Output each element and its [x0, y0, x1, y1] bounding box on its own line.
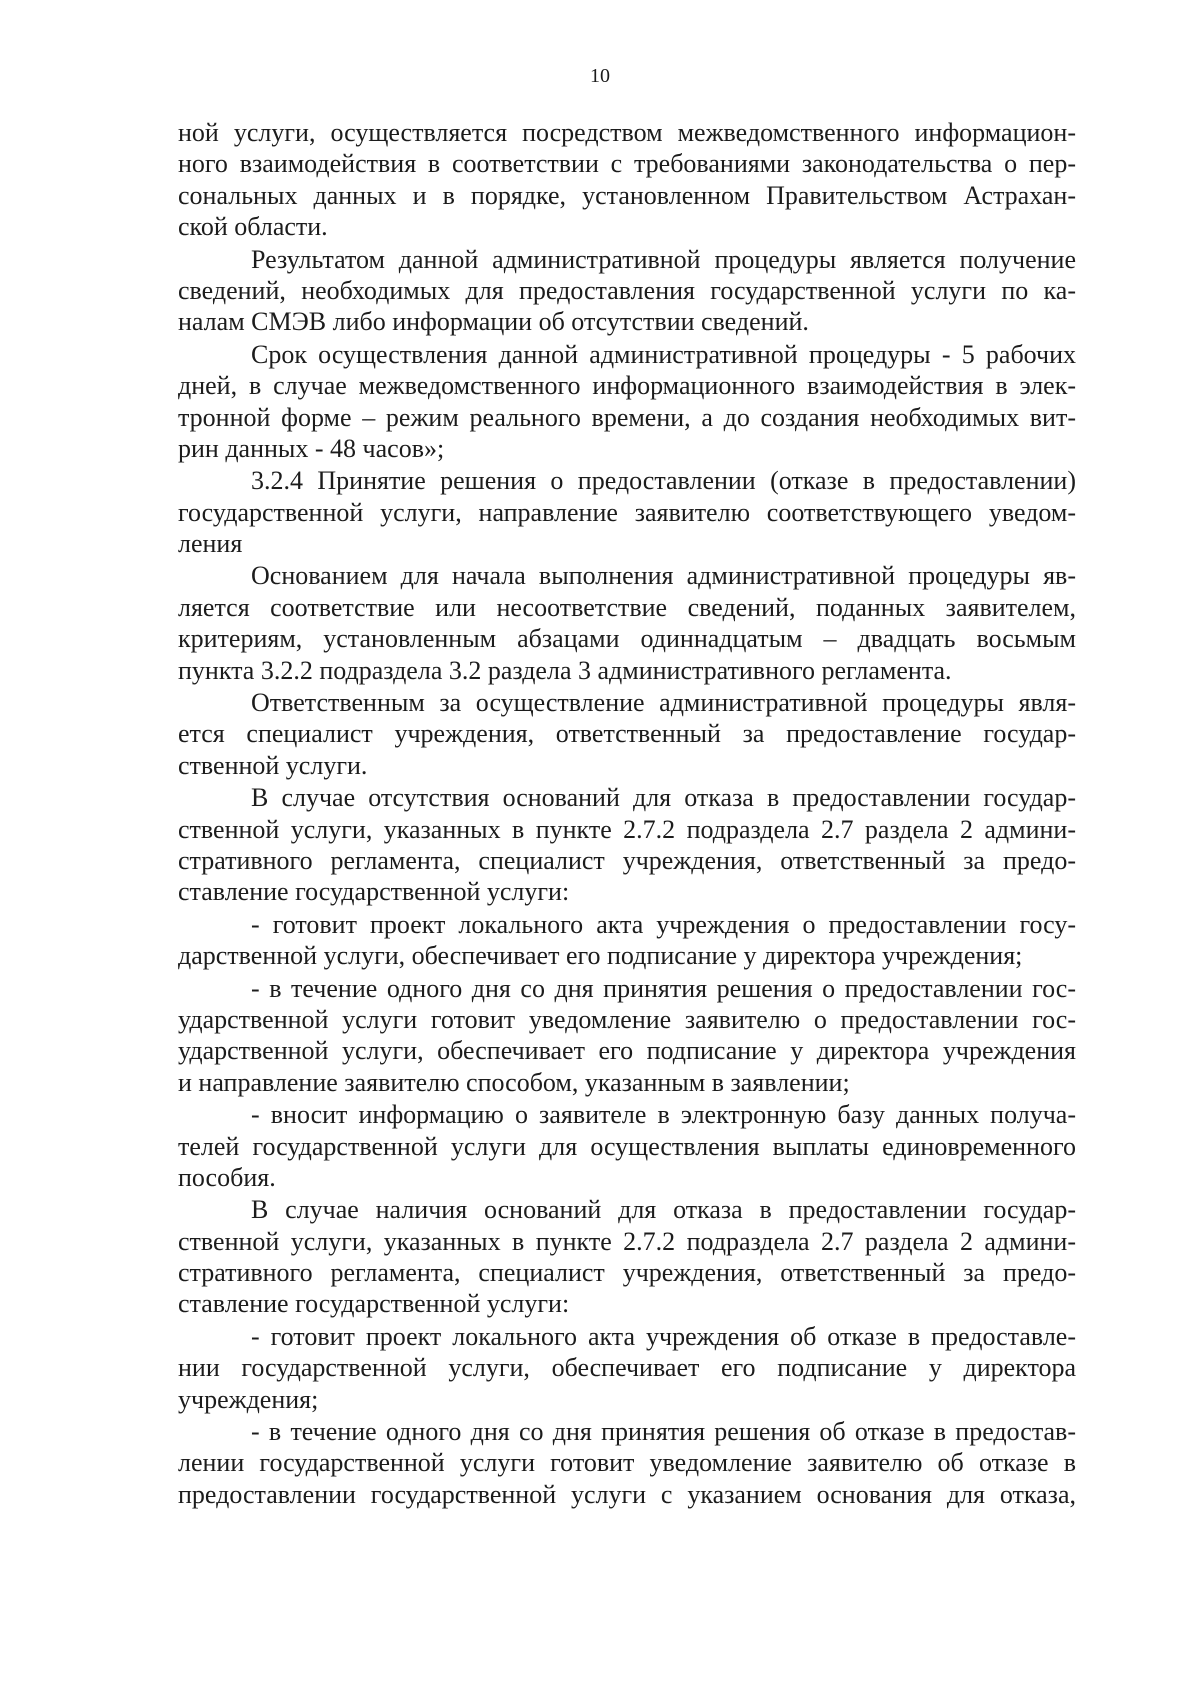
text-line: ударственной услуги, обеспечивает его подписание у директора учреждения [178, 1036, 1076, 1066]
text-line: - вносит информацию о заявителе в электронную базу данных получа- [251, 1100, 1076, 1130]
text-line: - готовит проект локального акта учреждения об отказе в предоставле- [251, 1321, 1076, 1351]
text-line: пункта 3.2.2 подраздела 3.2 раздела 3 административного регламента. [178, 655, 952, 685]
text-line: государственной услуги, направление заявителю соответствующего уведом- [178, 497, 1076, 527]
text-line: 3.2.4 Принятие решения о предоставлении (отказе в предоставлении) [251, 466, 1076, 496]
text-line: телей государственной услуги для осуществления выплаты единовременного [178, 1131, 1076, 1161]
text-line: стративного регламента, специалист учреждения, ответственный за предо- [178, 1258, 1076, 1288]
text-line: ставление государственной услуги: [178, 877, 570, 907]
paragraph [178, 782, 1076, 908]
text-line: Ответственным за осуществление административной процедуры явля- [251, 688, 1076, 718]
text-line: В случае наличия оснований для отказа в предоставлении государ- [251, 1195, 1076, 1225]
text-line: налам СМЭВ либо информации об отсутствии сведений. [178, 307, 809, 337]
text-line: предоставлении государственной услуги с указанием основания для отказа, [178, 1479, 1076, 1509]
text-line: Срок осуществления данной административной процедуры - 5 рабочих [251, 339, 1076, 369]
text-line: сведений, необходимых для предоставления государственной услуги по ка- [178, 275, 1076, 305]
text-line: рин данных - 48 часов»; [178, 433, 445, 463]
text-line: дарственной услуги, обеспечивает его подписание у директора учреждения; [178, 941, 1023, 971]
text-line: - готовит проект локального акта учреждения о предоставлении госу- [251, 909, 1076, 939]
text-line: Результатом данной административной процедуры является получение [251, 244, 1076, 274]
text-line: ставление государственной услуги: [178, 1289, 570, 1319]
paragraph [178, 117, 1076, 243]
paragraph [178, 339, 1076, 465]
document-body [178, 117, 1076, 1511]
text-line: сональных данных и в порядке, установленном Правительством Астрахан- [178, 180, 1076, 210]
text-line: ственной услуги, указанных в пункте 2.7.2 подраздела 2.7 раздела 2 админи- [178, 814, 1076, 844]
paragraph [178, 687, 1076, 781]
text-line: ственной услуги. [178, 750, 368, 780]
text-line: нии государственной услуги, обеспечивает его подписание у директора [178, 1353, 1076, 1383]
paragraph [178, 560, 1076, 686]
text-line: Основанием для начала выполнения административной процедуры яв- [251, 561, 1076, 591]
page-number: 10 [590, 65, 610, 87]
text-line: пособия. [178, 1162, 276, 1192]
paragraph [178, 1099, 1076, 1193]
text-line: - в течение одного дня со дня принятия решения об отказе в предостав- [251, 1417, 1076, 1447]
text-line: критериям, установленным абзацами одиннадцатым – двадцать восьмым [178, 624, 1076, 654]
text-line: ления [178, 529, 243, 559]
text-line: ственной услуги, указанных в пункте 2.7.2 подраздела 2.7 раздела 2 админи- [178, 1226, 1076, 1256]
paragraph [178, 465, 1076, 559]
paragraph [178, 973, 1076, 1099]
text-line: - в течение одного дня со дня принятия решения о предоставлении гос- [251, 973, 1076, 1003]
text-line: и направление заявителю способом, указанным в заявлении; [178, 1067, 850, 1097]
text-line: ется специалист учреждения, ответственный за предоставление государ- [178, 719, 1076, 749]
text-line: тронной форме – режим реального времени, а до создания необходимых вит- [178, 402, 1076, 432]
text-line: дней, в случае межведомственного информационного взаимодействия в элек- [178, 371, 1076, 401]
text-line: В случае отсутствия оснований для отказа в предоставлении государ- [251, 783, 1076, 813]
paragraph [178, 1194, 1076, 1320]
text-line: стративного регламента, специалист учреждения, ответственный за предо- [178, 845, 1076, 875]
paragraph [178, 1321, 1076, 1415]
paragraph [178, 1416, 1076, 1510]
text-line: лении государственной услуги готовит уведомление заявителю об отказе в [178, 1448, 1076, 1478]
text-line: ляется соответствие или несоответствие сведений, поданных заявителем, [178, 592, 1076, 622]
text-line: ного взаимодействия в соответствии с требованиями законодательства о пер- [178, 149, 1076, 179]
text-line: учреждения; [178, 1384, 319, 1414]
text-line: ской области. [178, 212, 328, 242]
text-line: ударственной услуги готовит уведомление заявителю о предоставлении гос- [178, 1004, 1076, 1034]
paragraph [178, 909, 1076, 972]
paragraph [178, 244, 1076, 338]
text-line: ной услуги, осуществляется посредством межведомственного информацион- [178, 118, 1076, 147]
